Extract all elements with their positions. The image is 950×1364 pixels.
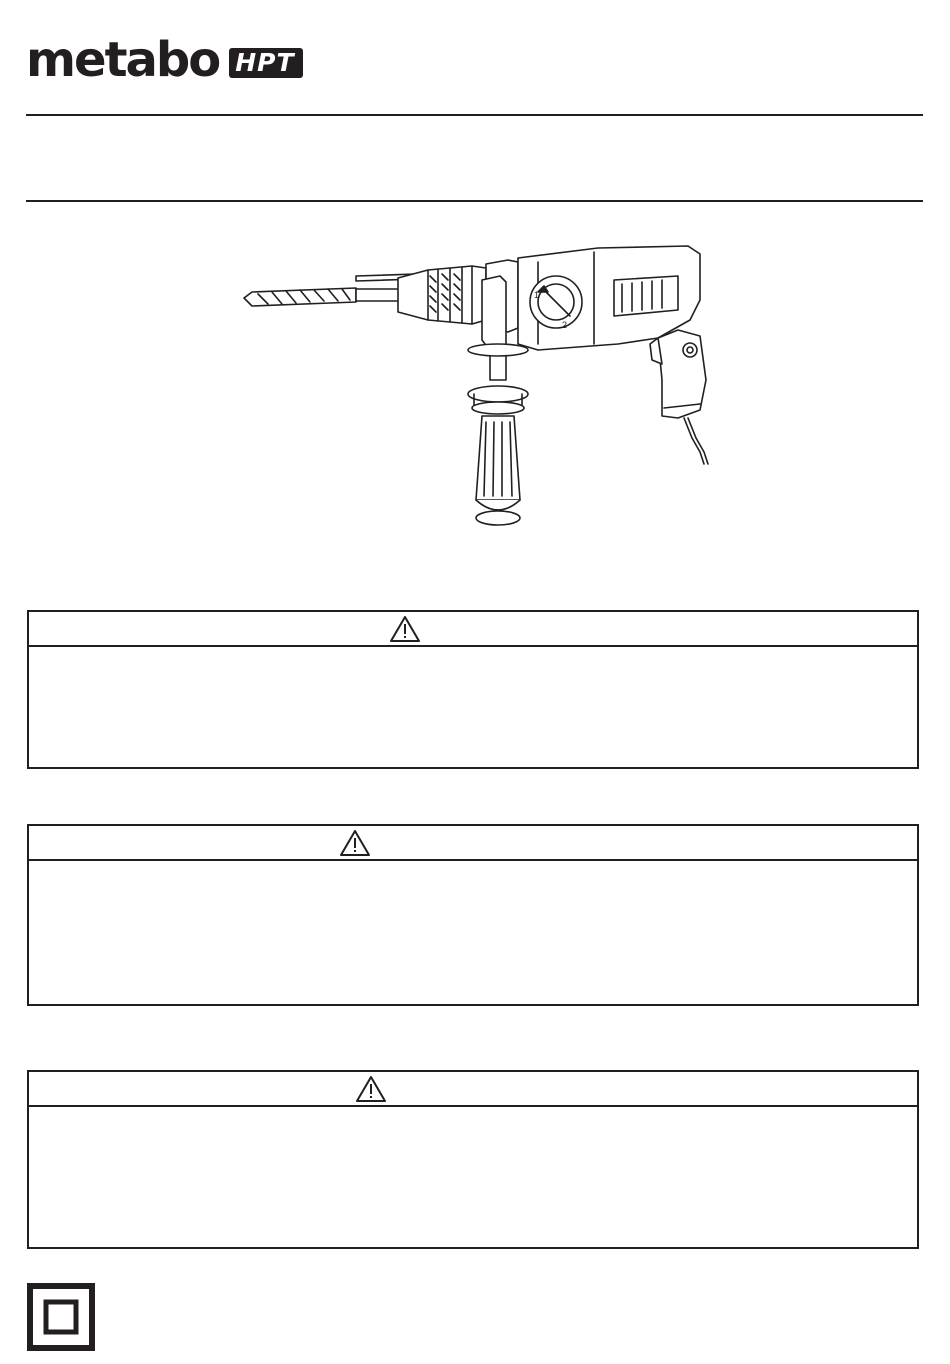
warning-triangle-icon (355, 1075, 387, 1103)
brand-logo (26, 32, 303, 88)
dial-callout-1: 1 (534, 290, 540, 300)
warning-box-2 (27, 824, 919, 1006)
warning-triangle-icon (389, 615, 421, 643)
warning-box-header (29, 612, 917, 647)
warning-box-3 (27, 1070, 919, 1249)
warning-box-header (29, 1072, 917, 1107)
dial-callout-2: 2 (562, 320, 568, 330)
header-divider-bottom (26, 200, 923, 202)
warning-box-header (29, 826, 917, 861)
brand-badge: HPT (229, 48, 302, 78)
brand-wordmark: metabo (26, 32, 220, 88)
hammer-drill-illustration (238, 240, 718, 540)
double-insulation-icon (27, 1283, 95, 1351)
warning-box-1 (27, 610, 919, 769)
warning-triangle-icon (339, 829, 371, 857)
header-divider-top (26, 114, 923, 116)
